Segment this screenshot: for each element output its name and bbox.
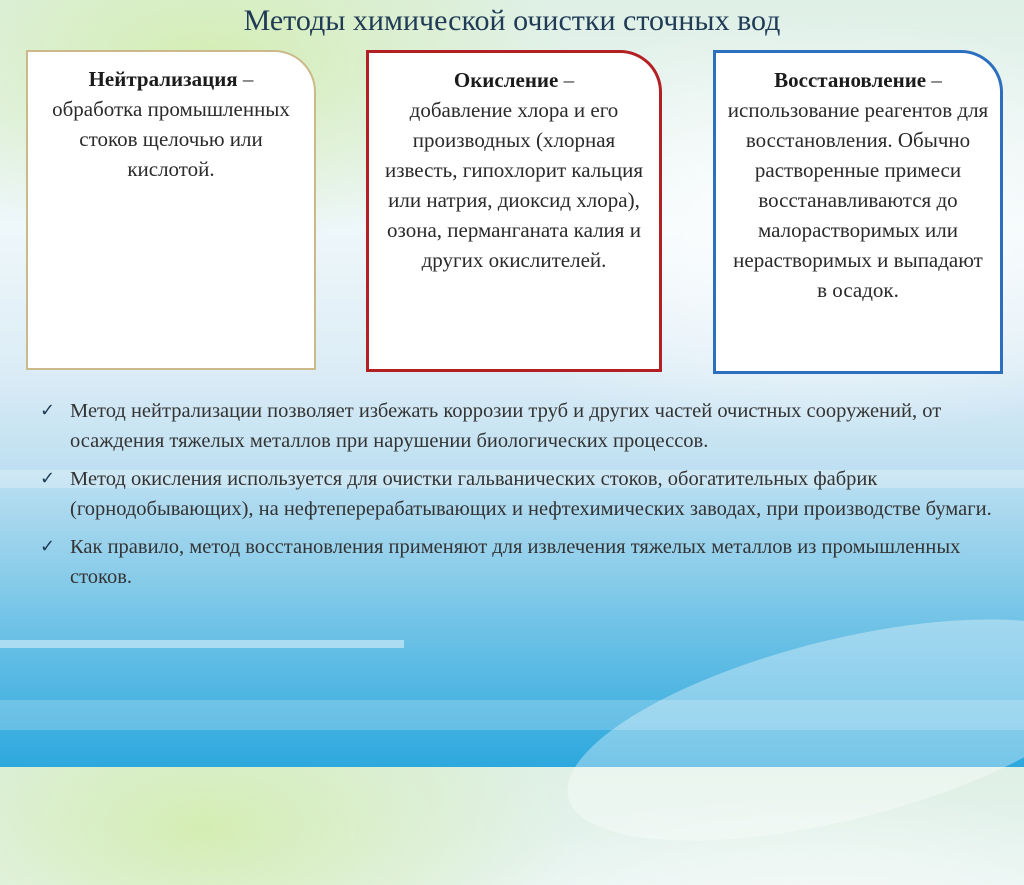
bullet-text: Метод окисления используется для очистки гальванических стоков, обогатительных фабрик (горнодобывающих), на нефтеперерабатывающих и нефтехимических заводах, при производстве бумаги. <box>70 468 992 520</box>
card-heading: Восстановление <box>774 68 927 92</box>
bullet-item <box>40 464 1000 524</box>
bullet-item <box>40 532 1000 592</box>
card-heading: Окисление <box>453 68 559 92</box>
card-neutralization <box>26 50 316 370</box>
card-dash: – <box>926 68 942 92</box>
check-icon: ✓ <box>40 400 56 421</box>
card-body: использование реагентов для восстановления. Обычно растворенные примеси восстанавливаются до малорастворимых или нерастворимых и выпадают в осадок. <box>727 98 989 302</box>
bullet-text: Как правило, метод восстановления применяют для извлечения тяжелых металлов из промышленных стоков. <box>70 536 961 588</box>
check-icon: ✓ <box>40 468 56 489</box>
card-dash: – <box>558 68 575 92</box>
slide-title: Методы химической очистки сточных вод <box>243 4 781 37</box>
card-heading: Нейтрализация <box>88 67 238 91</box>
card-dash: – <box>237 67 254 91</box>
bullet-item <box>40 396 1000 456</box>
background-swoosh <box>547 575 1024 885</box>
card-reduction <box>713 50 1003 374</box>
bullet-list <box>40 396 1000 600</box>
card-body: добавление хлора и его производных (хлорная известь, гипохлорит кальция или натрия, диоксид хлора), озона, перманганата калия и других окислителей. <box>384 98 644 272</box>
background-stripe <box>0 640 404 648</box>
check-icon: ✓ <box>40 536 56 557</box>
card-body: обработка промышленных стоков щелочью или кислотой. <box>52 97 290 181</box>
card-oxidation <box>366 50 662 372</box>
bullet-text: Метод нейтрализации позволяет избежать коррозии труб и других частей очистных сооружений, от осаждения тяжелых металлов при нарушении биологических процессов. <box>70 400 942 452</box>
